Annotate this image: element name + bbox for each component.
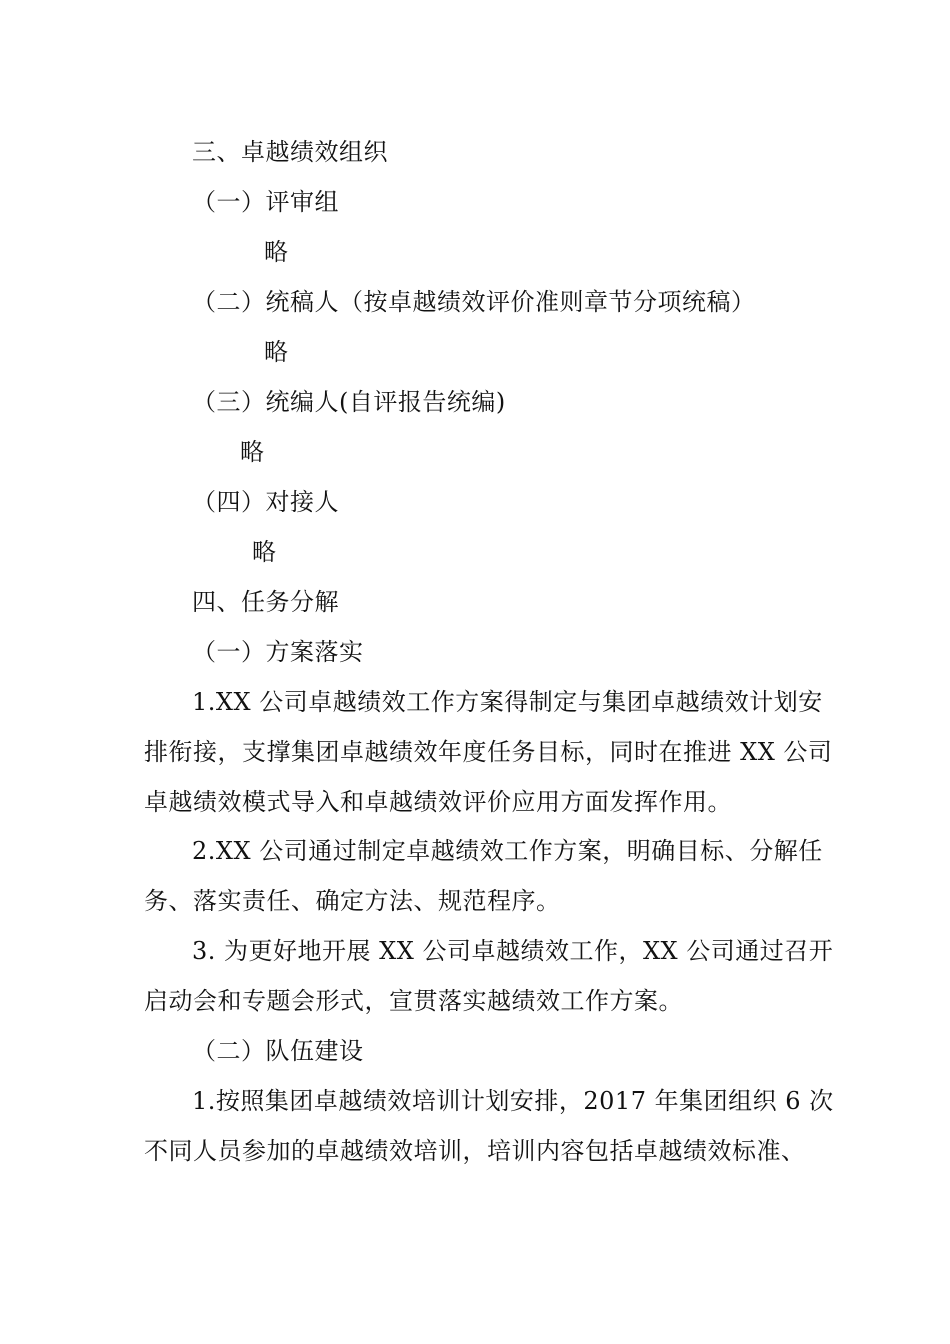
paragraph-line: 卓越绩效模式导入和卓越绩效评价应用方面发挥作用。	[144, 788, 732, 816]
subsection-heading-compiler: （三）统编人(自评报告统编)	[192, 388, 506, 416]
paragraph-line: 启动会和专题会形式，宣贯落实越绩效工作方案。	[144, 987, 683, 1015]
paragraph-line: 不同人员参加的卓越绩效培训，培训内容包括卓越绩效标准、	[144, 1137, 806, 1165]
subsection-body-omitted: 略	[264, 238, 289, 266]
subsection-body-omitted: 略	[240, 438, 265, 466]
paragraph-line: 3. 为更好地开展 XX 公司卓越绩效工作，XX 公司通过召开	[192, 937, 834, 965]
paragraph-line: 1.按照集团卓越绩效培训计划安排，2017 年集团组织 6 次	[192, 1087, 834, 1115]
subsection-body-omitted: 略	[264, 338, 289, 366]
paragraph-line: 排衔接，支撑集团卓越绩效年度任务目标，同时在推进 XX 公司	[144, 738, 833, 766]
subsection-heading-liaison: （四）对接人	[192, 488, 339, 516]
section-heading-3: 三、卓越绩效组织	[192, 138, 388, 166]
subsection-heading-review-group: （一）评审组	[192, 188, 339, 216]
paragraph-line: 2.XX 公司通过制定卓越绩效工作方案，明确目标、分解任	[192, 837, 823, 865]
subsection-heading-draft-editor: （二）统稿人（按卓越绩效评价准则章节分项统稿）	[192, 288, 756, 316]
subsection-body-omitted: 略	[252, 538, 277, 566]
subsection-heading-team: （二）队伍建设	[192, 1037, 364, 1065]
section-heading-4: 四、任务分解	[192, 588, 339, 616]
paragraph-line: 务、落实责任、确定方法、规范程序。	[144, 887, 561, 915]
subsection-heading-plan: （一）方案落实	[192, 638, 364, 666]
paragraph-line: 1.XX 公司卓越绩效工作方案得制定与集团卓越绩效计划安	[192, 688, 823, 716]
